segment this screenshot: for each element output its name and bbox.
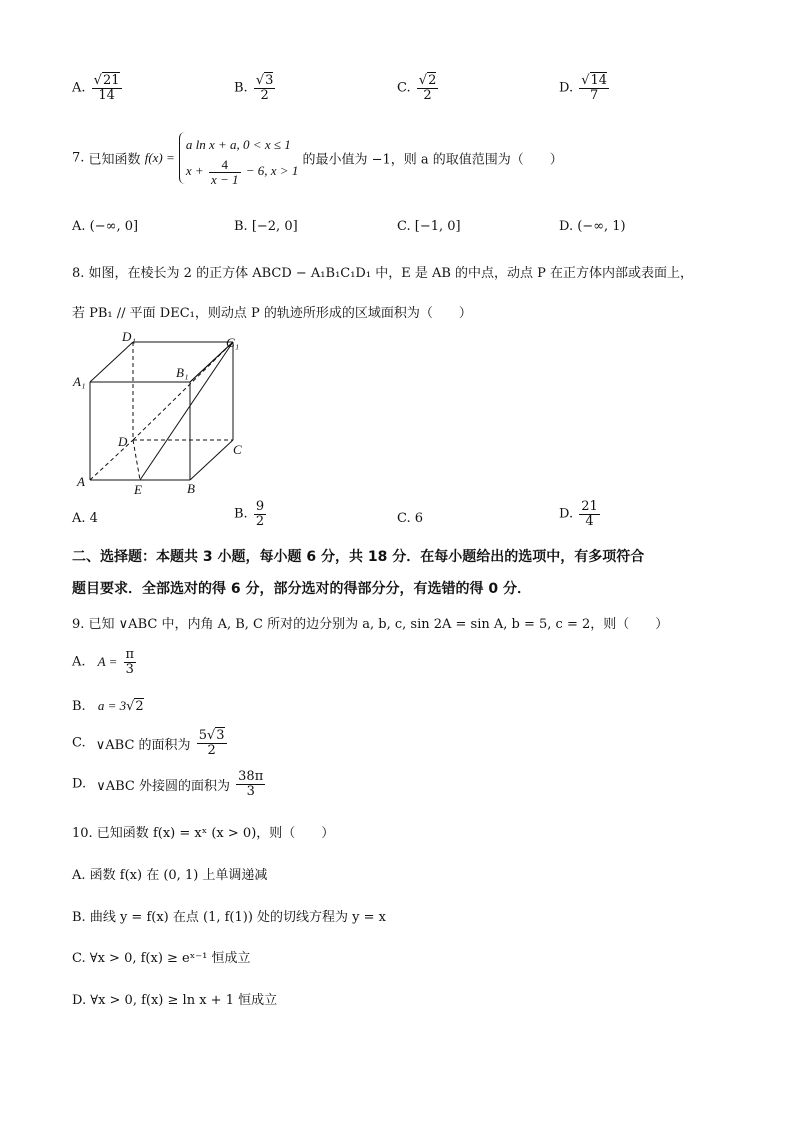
edge-a1-d1 xyxy=(90,342,133,382)
q9-stem: 9. 已知 ∨ABC 中，内角 A, B, C 所对的边分别为 a, b, c, sin 2A = sin A, b = 5, c = 2，则（ ） xyxy=(72,617,669,632)
q7-piecewise: a ln x + a, 0 < x ≤ 1 x + $\frac{4}{x - 1}$ − 6, x > 1 xyxy=(179,132,298,184)
label-c: C xyxy=(233,442,242,457)
q10-option-b[interactable]: B. 曲线 y = f(x) 在点 (1, f(1)) 处的切线方程为 y = x xyxy=(72,910,387,925)
q8-stem-line1: 8. 如图，在棱长为 2 的正方体 ABCD − A₁B₁C₁D₁ 中，E 是 AB 的中点，动点 P 在正方体内部或表面上， xyxy=(72,266,694,281)
q6-c-fraction: $\frac{√2}{2}$ xyxy=(418,73,437,103)
q10-stem: 10. 已知函数 f(x) = xˣ (x > 0)，则（ ） xyxy=(72,826,335,841)
section2-heading-line1: 二、选择题：本题共 3 小题，每小题 6 分，共 18 分．在每小题给出的选项中，有多项符合 xyxy=(72,549,645,565)
section2-heading-line2: 题目要求．全部选对的得 6 分，部分选对的得部分分，有选错的得 0 分． xyxy=(72,581,531,597)
q6-a-fraction: $\frac{√21}{14}$ xyxy=(93,73,120,103)
q7-stem: 7. 已知函数 f(x) = a ln x + a, 0 < x ≤ 1 x + $\frac{4}{x - 1}$ − 6, x > 1 的最小值为 −1，则 a 的取值范围为（ ） xyxy=(72,132,563,184)
segment-e-c1 xyxy=(140,342,233,480)
q6-option-a[interactable]: A. $\frac{√21}{14}$ xyxy=(72,73,120,103)
q6-option-d[interactable]: D. $\frac{√14}{7}$ xyxy=(559,73,608,103)
label-e: E xyxy=(134,482,142,497)
edge-b-c xyxy=(190,440,233,480)
q8-option-d[interactable]: D. $\frac{21}{4}$ xyxy=(559,499,598,529)
q8-option-c[interactable]: C. 6 xyxy=(397,511,424,526)
label-a1: A₁ xyxy=(73,374,86,389)
label-b1: B₁ xyxy=(176,365,189,380)
q6-option-c[interactable]: C. $\frac{√2}{2}$ xyxy=(397,73,437,103)
q10-option-a[interactable]: A. 函数 f(x) 在 (0, 1) 上单调递减 xyxy=(72,868,268,883)
segment-d-c1 xyxy=(133,342,233,440)
q10-option-c[interactable]: C. ∀x > 0, f(x) ≥ eˣ⁻¹ 恒成立 xyxy=(72,951,251,966)
q7-option-a[interactable]: A. (−∞, 0] xyxy=(72,219,139,234)
q8-stem-line2: 若 PB₁ // 平面 DEC₁，则动点 P 的轨迹所形成的区域面积为（ ） xyxy=(72,306,472,321)
q7-option-c[interactable]: C. [−1, 0] xyxy=(397,219,461,234)
q8-option-b[interactable]: B. $\frac{9}{2}$ xyxy=(234,499,265,529)
q8-option-a[interactable]: A. 4 xyxy=(72,511,98,526)
q6-d-fraction: $\frac{√14}{7}$ xyxy=(581,73,608,103)
q9-option-d[interactable]: D. ∨ABC 外接圆的面积为 $\frac{38\pi}{3}$ xyxy=(72,769,264,799)
label-a: A xyxy=(77,474,85,489)
q7-option-d[interactable]: D. (−∞, 1) xyxy=(559,219,626,234)
q9-option-a[interactable]: A. A = $\frac{\pi}{3}$ xyxy=(72,647,135,677)
q6-b-fraction: $\frac{√3}{2}$ xyxy=(255,73,274,103)
segment-d-e xyxy=(133,440,140,480)
label-d1: D₁ xyxy=(122,330,136,344)
q10-option-d[interactable]: D. ∀x > 0, f(x) ≥ ln x + 1 恒成立 xyxy=(72,993,278,1008)
q9-option-b[interactable]: B. a = 3√2 xyxy=(72,698,144,714)
label-b: B xyxy=(187,481,195,496)
q7-option-b[interactable]: B. [−2, 0] xyxy=(234,219,298,234)
q9-option-c[interactable]: C. ∨ABC 的面积为 $\frac{5√3}{2}$ xyxy=(72,728,225,758)
label-c1: C₁ xyxy=(226,335,240,350)
q6-option-b[interactable]: B. $\frac{√3}{2}$ xyxy=(234,73,274,103)
label-d: D xyxy=(118,434,128,449)
q8-cube-figure xyxy=(70,330,260,500)
